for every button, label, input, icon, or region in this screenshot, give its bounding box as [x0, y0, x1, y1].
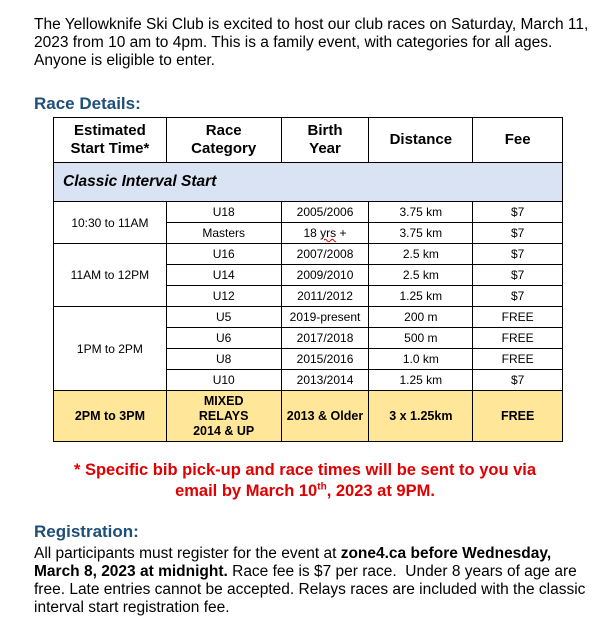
category-cell: U6: [166, 328, 281, 349]
relay-distance-cell: 3 x 1.25km: [369, 391, 473, 442]
distance-cell: 1.0 km: [369, 349, 473, 370]
fee-cell: FREE: [473, 307, 563, 328]
header-fee: Fee: [473, 118, 563, 163]
table-row: [54, 244, 563, 265]
distance-cell: 500 m: [369, 328, 473, 349]
birth-cell: 2011/2012: [281, 286, 369, 307]
birth-cell: 2017/2018: [281, 328, 369, 349]
category-cell: U8: [166, 349, 281, 370]
fee-cell: $7: [473, 370, 563, 391]
table-row: [54, 307, 563, 328]
fee-cell: $7: [473, 202, 563, 223]
fee-cell: FREE: [473, 349, 563, 370]
registration-heading: Registration:: [34, 522, 139, 541]
start-time-cell: 11AM to 12PM: [54, 244, 167, 307]
relay-row: [54, 391, 563, 442]
section-label: Classic Interval Start: [54, 163, 563, 202]
relay-fee-cell: FREE: [473, 391, 563, 442]
category-cell: U10: [166, 370, 281, 391]
distance-cell: 3.75 km: [369, 223, 473, 244]
category-cell: U12: [166, 286, 281, 307]
start-time-cell: 10:30 to 11AM: [54, 202, 167, 244]
race-details-heading: Race Details:: [34, 94, 141, 113]
bib-pickup-notice: * Specific bib pick-up and race times will be sent to you via email by March 10th, 2023 at 9PM.: [73, 461, 537, 500]
fee-cell: FREE: [473, 328, 563, 349]
fee-cell: $7: [473, 265, 563, 286]
table-row: [54, 202, 563, 223]
category-cell: U5: [166, 307, 281, 328]
birth-cell: 2015/2016: [281, 349, 369, 370]
relay-category-cell: MIXED RELAYS 2014 & UP: [166, 391, 281, 442]
category-cell: U18: [166, 202, 281, 223]
distance-cell: 200 m: [369, 307, 473, 328]
fee-cell: $7: [473, 223, 563, 244]
registration-paragraph: All participants must register for the event at zone4.ca before Wednesday, March 8, 2023 at midnight. Race fee is $7 per race. Under 8 years of age are free. Late entries cannot be accepted. Relays races are included with the classic interval start registration fee.: [34, 545, 590, 616]
fee-cell: $7: [473, 286, 563, 307]
distance-cell: 2.5 km: [369, 265, 473, 286]
section-row: [54, 163, 563, 202]
category-cell: Masters: [166, 223, 281, 244]
relay-time-cell: 2PM to 3PM: [54, 391, 167, 442]
header-race-category: Race Category: [166, 118, 281, 163]
birth-cell: 2013/2014: [281, 370, 369, 391]
birth-cell: 2007/2008: [281, 244, 369, 265]
distance-cell: 2.5 km: [369, 244, 473, 265]
birth-cell: 18 yrs +: [281, 223, 369, 244]
fee-cell: $7: [473, 244, 563, 265]
header-birth-year: Birth Year: [281, 118, 369, 163]
distance-cell: 3.75 km: [369, 202, 473, 223]
registration-deadline: zone4.ca before Wednesday, March 8, 2023 at midnight.: [34, 545, 552, 580]
header-start-time: Estimated Start Time*: [54, 118, 167, 163]
birth-cell: 2005/2006: [281, 202, 369, 223]
birth-cell: 2009/2010: [281, 265, 369, 286]
start-time-cell: 1PM to 2PM: [54, 307, 167, 391]
birth-cell: 2019-present: [281, 307, 369, 328]
distance-cell: 1.25 km: [369, 370, 473, 391]
header-distance: Distance: [369, 118, 473, 163]
category-cell: U14: [166, 265, 281, 286]
category-cell: U16: [166, 244, 281, 265]
relay-birth-cell: 2013 & Older: [281, 391, 369, 442]
table-header-row: [54, 118, 563, 163]
distance-cell: 1.25 km: [369, 286, 473, 307]
intro-paragraph: The Yellowknife Ski Club is excited to host our club races on Saturday, March 11, 2023 from 10 am to 4pm. This is a family event, with categories for all ages. Anyone is eligible to enter.: [34, 16, 589, 69]
race-table: [53, 117, 563, 442]
